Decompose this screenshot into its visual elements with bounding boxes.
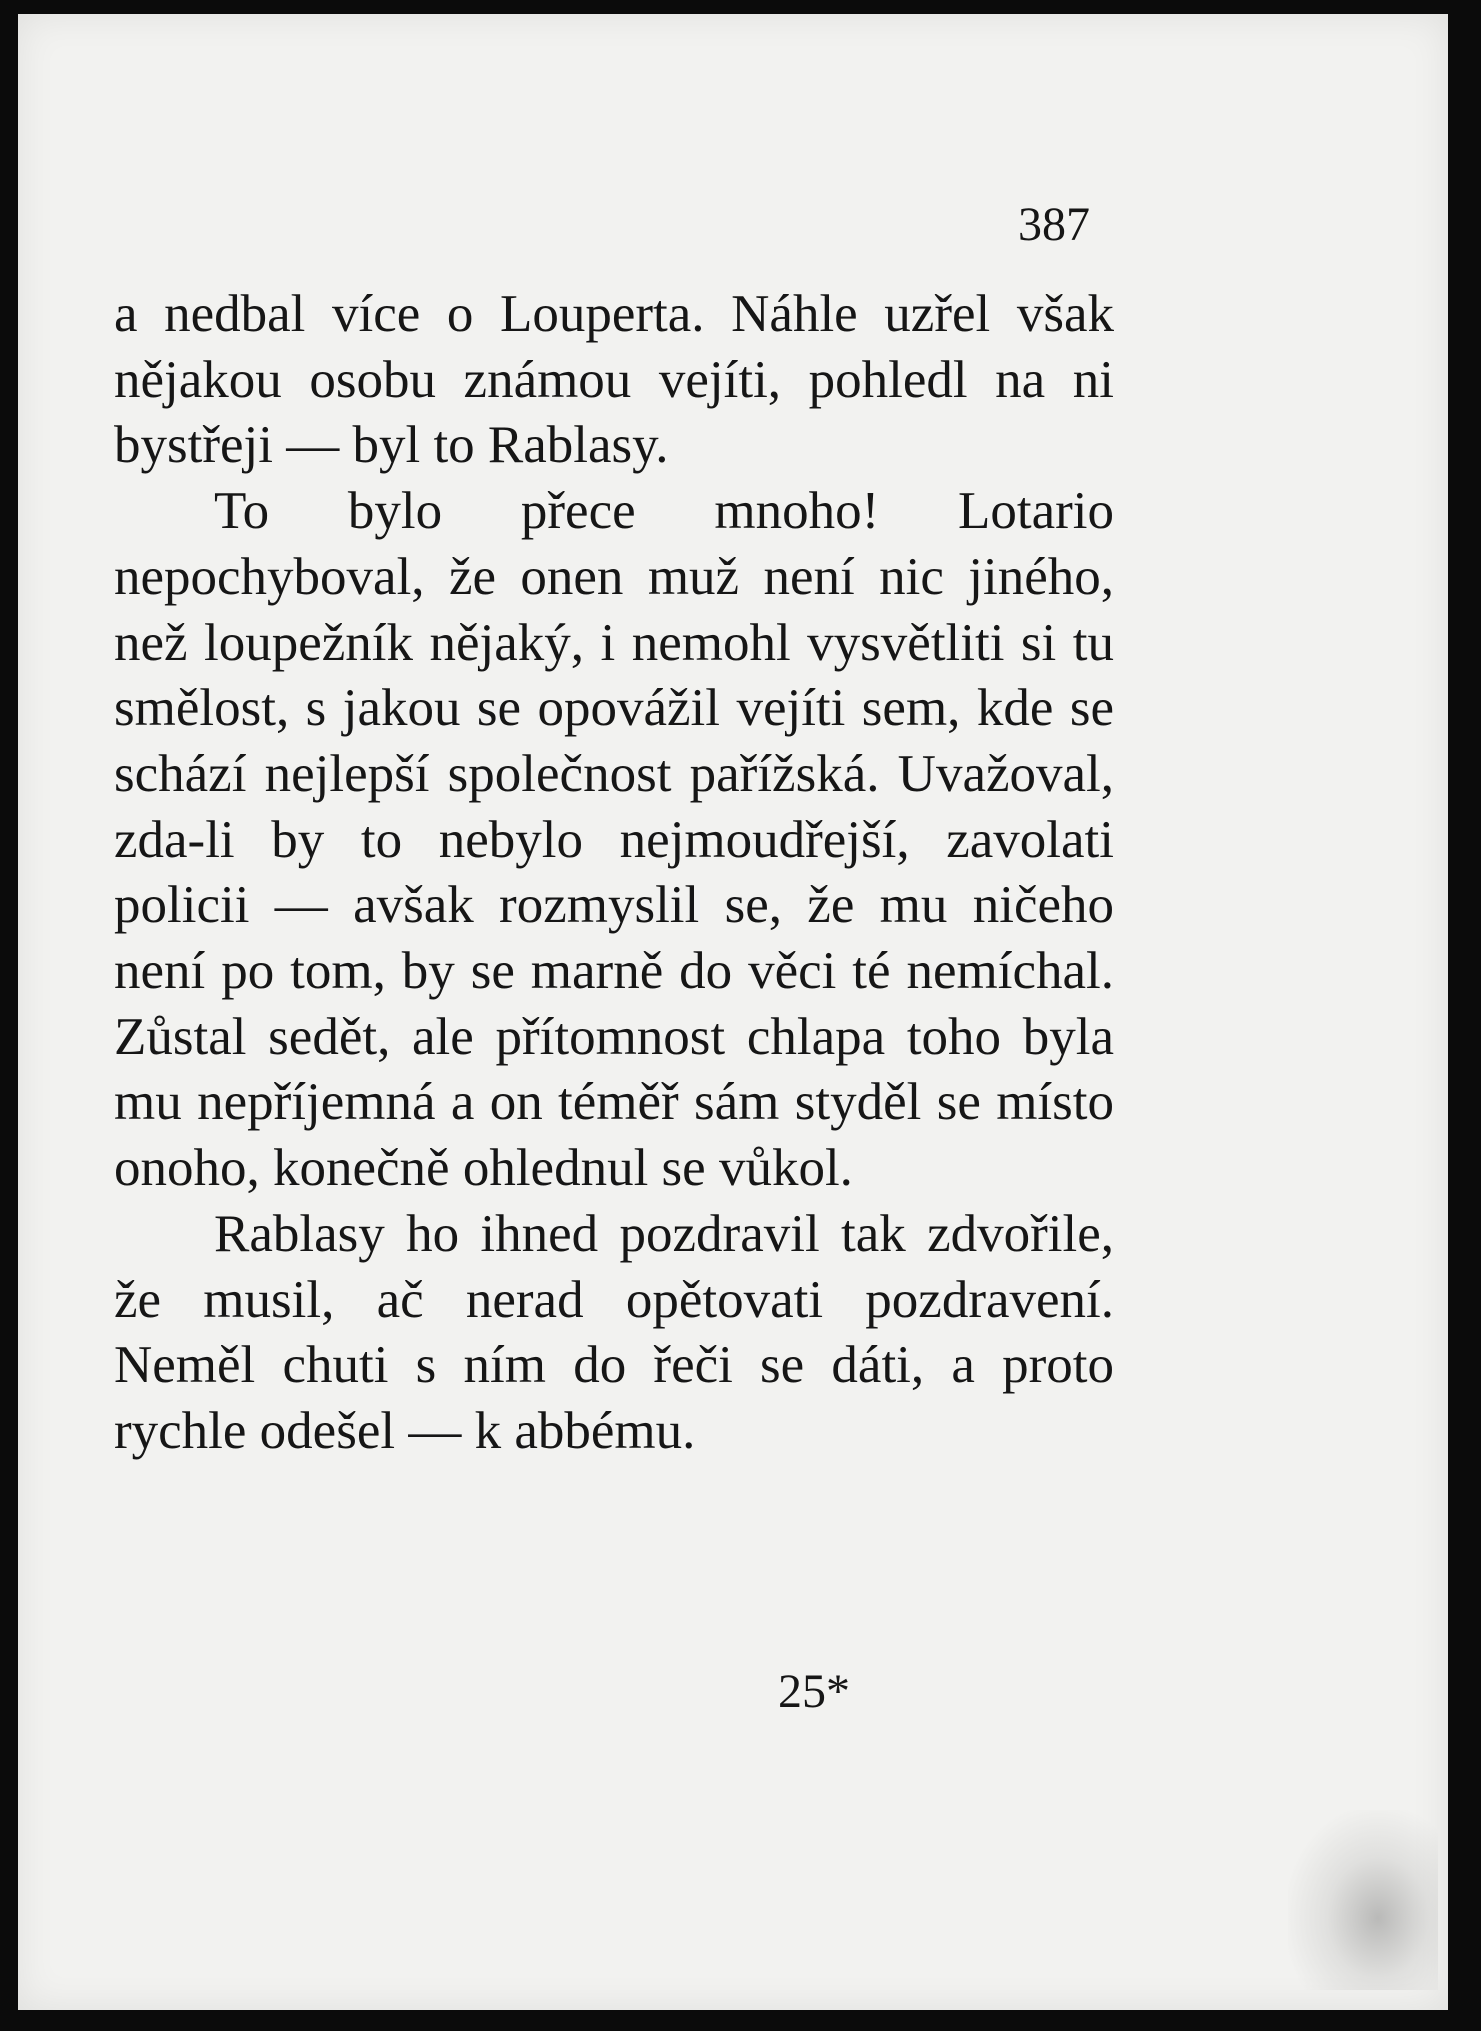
book-page [18,14,1448,2010]
body-text [114,282,1114,1465]
printer-signature-mark: 25* [778,1665,850,1718]
paragraph-3: Rablasy ho ihned pozdravil tak zdvořile, že musil, ač nerad opětovati pozdravení. Neměl chuti s ním do řeči se dáti, a proto rychle odešel — k abbému. [114,1204,1114,1460]
paragraph-2: To bylo přece mnoho! Lotario nepochyboval, že onen muž není nic jiného, než loupežník nějaký, i nemohl vysvětliti si tu smělost, s jakou se opovážil vejíti sem, kde se schází nejlepší společnost pařížská. Uvažoval, zda-li by to nebylo nejmoudřejší, zavolati policii — avšak rozmyslil se, že mu ničeho není po tom, by se marně do věci té nemíchal. Zůstal sedět, ale přítomnost chlapa toho byla mu nepříjemná a on téměř sám styděl se místo onoho, konečně ohlednul se vůkol. [114,482,1114,1198]
page-stain [1288,1810,1438,1990]
paragraph-1: a nedbal více o Louperta. Náhle uzřel však nějakou osobu známou vejíti, pohledl na ni bystřeji — byl to Rablasy. [114,285,1114,475]
page-number: 387 [1018,198,1090,251]
